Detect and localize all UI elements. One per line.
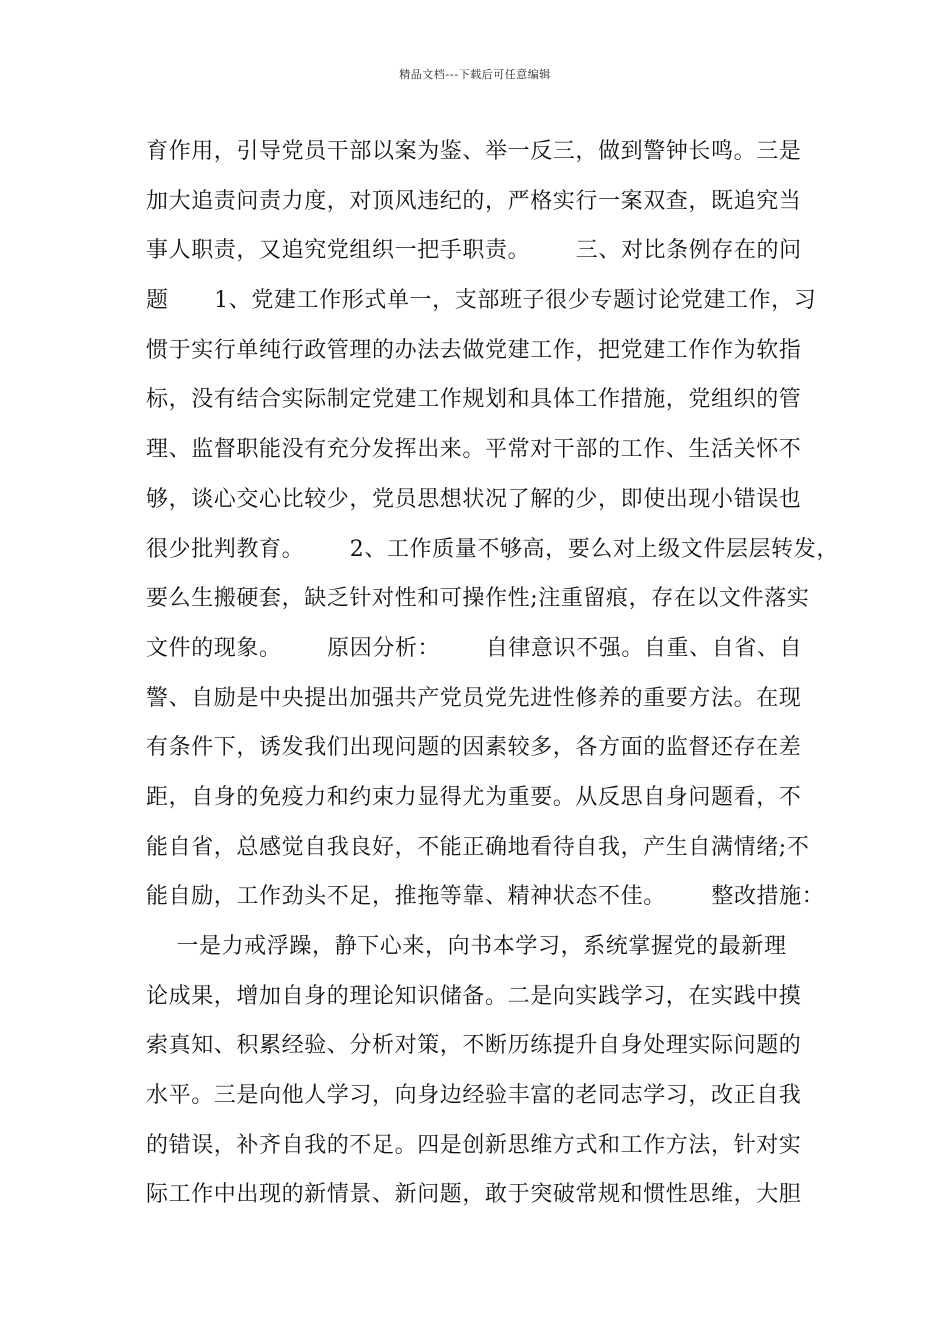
body-line: 标，没有结合实际制定党建工作规划和具体工作措施，党组织的管 (146, 387, 802, 413)
body-line: 警、自励是中央提出加强共产党员党先进性修养的重要方法。在现 (146, 685, 802, 711)
body-line: 际工作中出现的新情景、新问题，敢于突破常规和惯性思维，大胆 (146, 1182, 802, 1208)
body-line: 水平。三是向他人学习，向身边经验丰富的老同志学习，改正自我 (146, 1083, 802, 1109)
body-line: 事人职责，又追究党组织一把手职责。 三、对比条例存在的问 (146, 238, 802, 264)
body-line: 距，自身的免疫力和约束力显得尤为重要。从反思自身问题看，不 (146, 784, 802, 810)
body-line: 加大追责问责力度，对顶风违纪的，严格实行一案双查，既追究当 (146, 188, 802, 214)
body-line: 惯于实行单纯行政管理的办法去做党建工作，把党建工作作为软指 (146, 337, 802, 363)
body-line: 很少批判教育。 2、工作质量不够高，要么对上级文件层层转发， (146, 536, 839, 562)
body-line: 题 1、党建工作形式单一，支部班子很少专题讨论党建工作，习 (146, 288, 817, 314)
body-line: 的错误，补齐自我的不足。四是创新思维方式和工作方法，针对实 (146, 1132, 802, 1158)
body-line: 理、监督职能没有充分发挥出来。平常对干部的工作、生活关怀不 (146, 437, 802, 463)
body-line: 文件的现象。 原因分析： 自律意识不强。自重、自省、自 (146, 635, 803, 661)
body-line: 能自励，工作劲头不足，推拖等靠、精神状态不佳。 整改措施： (146, 884, 825, 910)
body-line: 够，谈心交心比较少，党员思想状况了解的少，即使出现小错误也 (146, 486, 802, 512)
body-line: 论成果，增加自身的理论知识储备。二是向实践学习，在实践中摸 (146, 983, 802, 1009)
body-line: 一是力戒浮躁，静下心来，向书本学习，系统掌握党的最新理 (146, 934, 787, 959)
body-line: 要么生搬硬套，缺乏针对性和可操作性;注重留痕，存在以文件落实 (146, 586, 810, 612)
document-body (146, 132, 839, 1225)
body-line: 育作用，引导党员干部以案为鉴、举一反三，做到警钟长鸣。三是 (146, 139, 802, 164)
body-line: 能自省，总感觉自我良好，不能正确地看待自我，产生自满情绪;不 (146, 834, 810, 860)
page-header: 精品文档---下载后可任意编辑 (399, 68, 551, 81)
body-line: 索真知、积累经验、分析对策，不断历练提升自身处理实际问题的 (146, 1033, 802, 1059)
body-line: 有条件下，诱发我们出现问题的因素较多，各方面的监督还存在差 (146, 735, 802, 761)
